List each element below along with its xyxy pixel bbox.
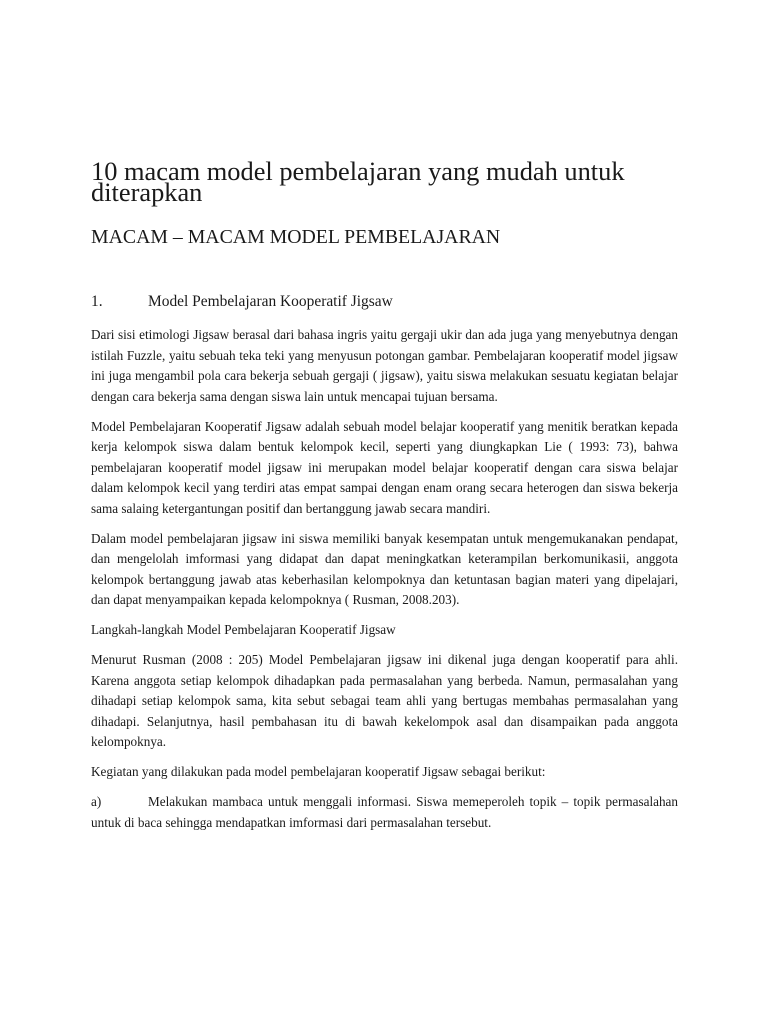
document-body (91, 325, 678, 843)
list-item-text: Melakukan mambaca untuk menggali informasi. Siswa memeperoleh topik – topik permasalahan untuk di baca sehingga mendapatkan imformasi dari permasalahan tersebut. (91, 794, 678, 830)
list-item-marker: a) (91, 794, 102, 809)
list-item (91, 792, 678, 833)
document-page (91, 0, 678, 1024)
document-title: 10 macam model pembelajaran yang mudah untuk diterapkan (91, 156, 625, 207)
paragraph-activities-intro: Kegiatan yang dilakukan pada model pembelajaran kooperatif Jigsaw sebagai berikut: (91, 764, 546, 779)
paragraph-steps-heading: Langkah-langkah Model Pembelajaran Kooperatif Jigsaw (91, 622, 396, 637)
section-heading: MACAM – MACAM MODEL PEMBELAJARAN (91, 226, 501, 248)
subsection-title: Model Pembelajaran Kooperatif Jigsaw (148, 293, 393, 310)
paragraph-rusman: Menurut Rusman (2008 : 205) Model Pembelajaran jigsaw ini dikenal juga dengan kooperatif para ahli. Karena anggota setiap kelompok dihadapkan pada permasalahan yang berbeda. Namun, permasalahan yang dihadapi setiap kelompok sama, kita sebut sebagai team ahli yang bertugas membahas permasalahan yang dihadapi. Selanjutnya, hasil pembahasan itu di bawah kekelompok asal dan disampaikan pada anggota kelompoknya. (91, 652, 678, 749)
paragraph-etymology: Dari sisi etimologi Jigsaw berasal dari bahasa ingris yaitu gergaji ukir dan ada juga yang menyebutnya dengan istilah Fuzzle, yaitu sebuah teka teki yang menyusun potongan gambar. Pembelajaran kooperatif model jigsaw ini juga mengambil pola cara bekerja sebuah gergaji ( jigsaw), yaitu siswa melakukan sesuatu kegiatan belajar dengan cara bekerja sama dengan siswa lain untuk mencapai tujuan bersama. (91, 327, 678, 404)
paragraph-benefits: Dalam model pembelajaran jigsaw ini siswa memiliki banyak kesempatan untuk mengemukanakan pendapat, dan mengelolah imformasi yang didapat dan dapat meningkatkan keterampilan berkomunikasii, anggota kelompok bertanggung jawab atas keberhasilan kelompoknya dan ketuntasan bagian materi yang dipelajari, dan dapat menyampaikan kepada kelompoknya ( Rusman, 2008.203). (91, 530, 678, 607)
subsection-number: 1. (91, 293, 103, 310)
subsection-heading (91, 292, 678, 313)
paragraph-definition: Model Pembelajaran Kooperatif Jigsaw adalah sebuah model belajar kooperatif yang menitik beratkan kepada kerja kelompok siswa dalam bentuk kelompok kecil, seperti yang diungkapkan Lie ( 1993: 73), bahwa pembelajaran kooperatif model jigsaw ini merupakan model belajar kooperatif dengan cara siswa belajar dalam kelompok kecil yang terdiri atas empat sampai dengan enam orang secara heterogen dan siswa bekerja sama salaing ketergantungan positif dan bertanggung jawab secara mandiri. (91, 418, 678, 516)
